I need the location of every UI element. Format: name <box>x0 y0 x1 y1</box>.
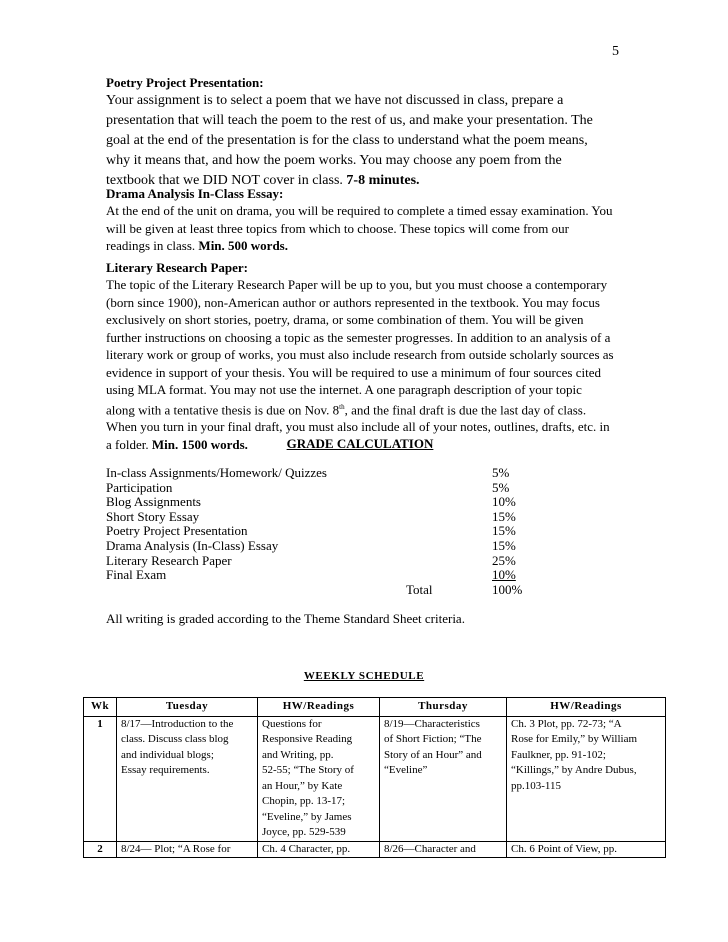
grade-label: Drama Analysis (In-Class) Essay <box>106 537 279 553</box>
grade-row <box>106 481 546 496</box>
grade-percent: 10% <box>492 494 516 510</box>
cell-line: Story of an Hour” and <box>384 748 482 761</box>
grade-total-label: Total <box>406 581 433 597</box>
grade-row <box>106 539 546 554</box>
drama-analysis-heading: Drama Analysis In-Class Essay: <box>106 186 284 201</box>
cell-line: 52-55; “The Story of <box>262 764 354 776</box>
research-paper-body <box>106 276 624 453</box>
research-line: When you turn in your final draft, you must also include all of your notes, outlines, drafts, etc. in <box>106 419 610 435</box>
week-number: 1 <box>84 716 117 841</box>
grade-percent: 15% <box>492 537 516 553</box>
poetry-line: presentation that will teach the poem to the rest of us, and make your presentation. The <box>106 113 593 128</box>
research-line: (born since 1900), non-American author or authors represented in the textbook. You may focus <box>106 294 600 310</box>
grade-calculation-list <box>106 466 546 597</box>
thursday-cell <box>380 841 507 858</box>
drama-line: will be given at least three topics from which to choose. These topics will come from our <box>106 220 569 236</box>
poetry-project-heading: Poetry Project Presentation: <box>106 75 264 90</box>
table-row <box>84 716 666 841</box>
drama-analysis-section <box>106 185 624 255</box>
cell-line: Essay requirements. <box>121 764 210 776</box>
grade-percent: 25% <box>492 552 516 568</box>
grade-label: Poetry Project Presentation <box>106 523 248 539</box>
tuesday-cell <box>117 716 258 841</box>
research-line: literary work or group of works, you must also include research from outside scholarly sources as <box>106 347 614 362</box>
cell-line: “Eveline” <box>384 764 428 776</box>
research-line: evidence in support of your thesis. You will be required to use a minimum of four sources cited <box>106 364 601 380</box>
table-row <box>84 841 666 858</box>
header-hw-readings: HW/Readings <box>258 698 380 717</box>
research-line <box>106 399 624 419</box>
cell-line: Questions for <box>262 717 322 730</box>
research-paper-heading: Literary Research Paper: <box>106 260 248 275</box>
cell-line: pp.103-115 <box>511 779 562 792</box>
grade-row <box>106 554 546 569</box>
cell-line: of Short Fiction; “The <box>384 733 482 745</box>
grade-total-row <box>106 583 546 598</box>
header-tuesday: Tuesday <box>117 698 258 717</box>
research-due-post: , and the final draft is due the last day of class. <box>344 401 587 417</box>
research-min-words: Min. 1500 words. <box>151 436 248 452</box>
grade-percent: 5% <box>492 465 510 480</box>
week-number: 2 <box>84 841 117 858</box>
thursday-cell <box>380 716 507 841</box>
drama-last-line: readings in class. <box>106 238 199 253</box>
hw-readings-cell <box>258 841 380 858</box>
cell-line: and Writing, pp. <box>262 748 334 761</box>
cell-line: Responsive Reading <box>262 733 353 745</box>
grade-label: Participation <box>106 479 173 495</box>
grade-label: Short Story Essay <box>106 508 200 524</box>
grade-percent: 5% <box>492 479 510 495</box>
poetry-project-section <box>106 74 624 191</box>
cell-line: an Hour,” by Kate <box>262 779 343 792</box>
cell-line: 8/26—Character and <box>384 842 476 855</box>
grade-percent: 15% <box>492 508 516 524</box>
header-week: Wk <box>84 698 117 717</box>
schedule-header-row <box>84 698 666 717</box>
grade-label: In-class Assignments/Homework/ Quizzes <box>106 465 327 480</box>
page-number: 5 <box>612 44 619 59</box>
research-last-line: a folder. <box>106 436 152 452</box>
cell-line: 8/19—Characteristics <box>384 717 480 730</box>
grade-percent: 15% <box>492 523 516 539</box>
research-line: The topic of the Literary Research Paper will be up to you, but you must choose a contemporary <box>106 277 608 292</box>
drama-analysis-body <box>106 202 624 255</box>
grade-label: Literary Research Paper <box>106 552 232 568</box>
grade-calculation-title: GRADE CALCULATION <box>286 436 434 451</box>
research-line: exclusively on short stories, poetry, drama, or some combination of them. You will be given <box>106 312 584 327</box>
hw-readings-cell <box>507 716 666 841</box>
weekly-schedule-table <box>83 697 666 858</box>
header-hw-readings: HW/Readings <box>507 698 666 717</box>
drama-line <box>106 237 624 255</box>
cell-line: class. Discuss class blog <box>121 733 229 745</box>
poetry-project-body <box>106 91 624 191</box>
research-due-sup: th <box>339 402 345 411</box>
cell-line: Ch. 6 Point of View, pp. <box>511 842 617 855</box>
tuesday-cell <box>117 841 258 858</box>
cell-line: and individual blogs; <box>121 748 214 761</box>
drama-line: At the end of the unit on drama, you will be required to complete a timed essay examination. You <box>106 203 613 218</box>
grade-label: Final Exam <box>106 567 167 583</box>
research-line: further instructions on choosing a topic as the semester progresses. In addition to an analysis of a <box>106 329 611 345</box>
research-line: using MLA format. You may not use the internet. A one paragraph description of your topic <box>106 382 582 397</box>
cell-line: Chopin, pp. 13-17; <box>262 795 346 807</box>
grade-row <box>106 510 546 525</box>
cell-line: Faulkner, pp. 91-102; <box>511 748 606 761</box>
poetry-line: Your assignment is to select a poem that we have not discussed in class, prepare a <box>106 93 564 108</box>
cell-line: Ch. 4 Character, pp. <box>262 842 351 855</box>
grade-label: Blog Assignments <box>106 494 201 510</box>
grade-row <box>106 524 546 539</box>
cell-line: Joyce, pp. 529-539 <box>262 826 346 838</box>
hw-readings-cell <box>507 841 666 858</box>
cell-line: “Killings,” by Andre Dubus, <box>511 764 637 776</box>
cell-line: 8/17—Introduction to the <box>121 717 234 730</box>
grading-note: All writing is graded according to the Theme Standard Sheet criteria. <box>106 611 465 626</box>
poetry-line: goal at the end of the presentation is for the class to understand what the poem means, <box>106 133 588 148</box>
research-due-pre: along with a tentative thesis is due on Nov. 8 <box>106 401 340 417</box>
hw-readings-cell <box>258 716 380 841</box>
header-thursday: Thursday <box>380 698 507 717</box>
grade-percent: 10% <box>492 567 516 583</box>
cell-line: 8/24— Plot; “A Rose for <box>121 842 231 855</box>
cell-line: “Eveline,” by James <box>262 810 352 823</box>
poetry-line: why it means that, and how the poem works. You may choose any poem from the <box>106 153 562 168</box>
grade-total-percent: 100% <box>492 581 523 597</box>
research-paper-section <box>106 259 624 453</box>
grade-row <box>106 495 546 510</box>
cell-line: Rose for Emily,” by William <box>511 733 638 745</box>
grade-row <box>106 466 546 481</box>
poetry-duration: 7-8 minutes. <box>346 173 420 188</box>
weekly-schedule-title: WEEKLY SCHEDULE <box>303 670 425 682</box>
drama-min-words: Min. 500 words. <box>198 238 288 253</box>
cell-line: Ch. 3 Plot, pp. 72-73; “A <box>511 717 622 730</box>
poetry-last-line: textbook that we DID NOT cover in class. <box>106 173 347 188</box>
grade-row <box>106 568 546 583</box>
